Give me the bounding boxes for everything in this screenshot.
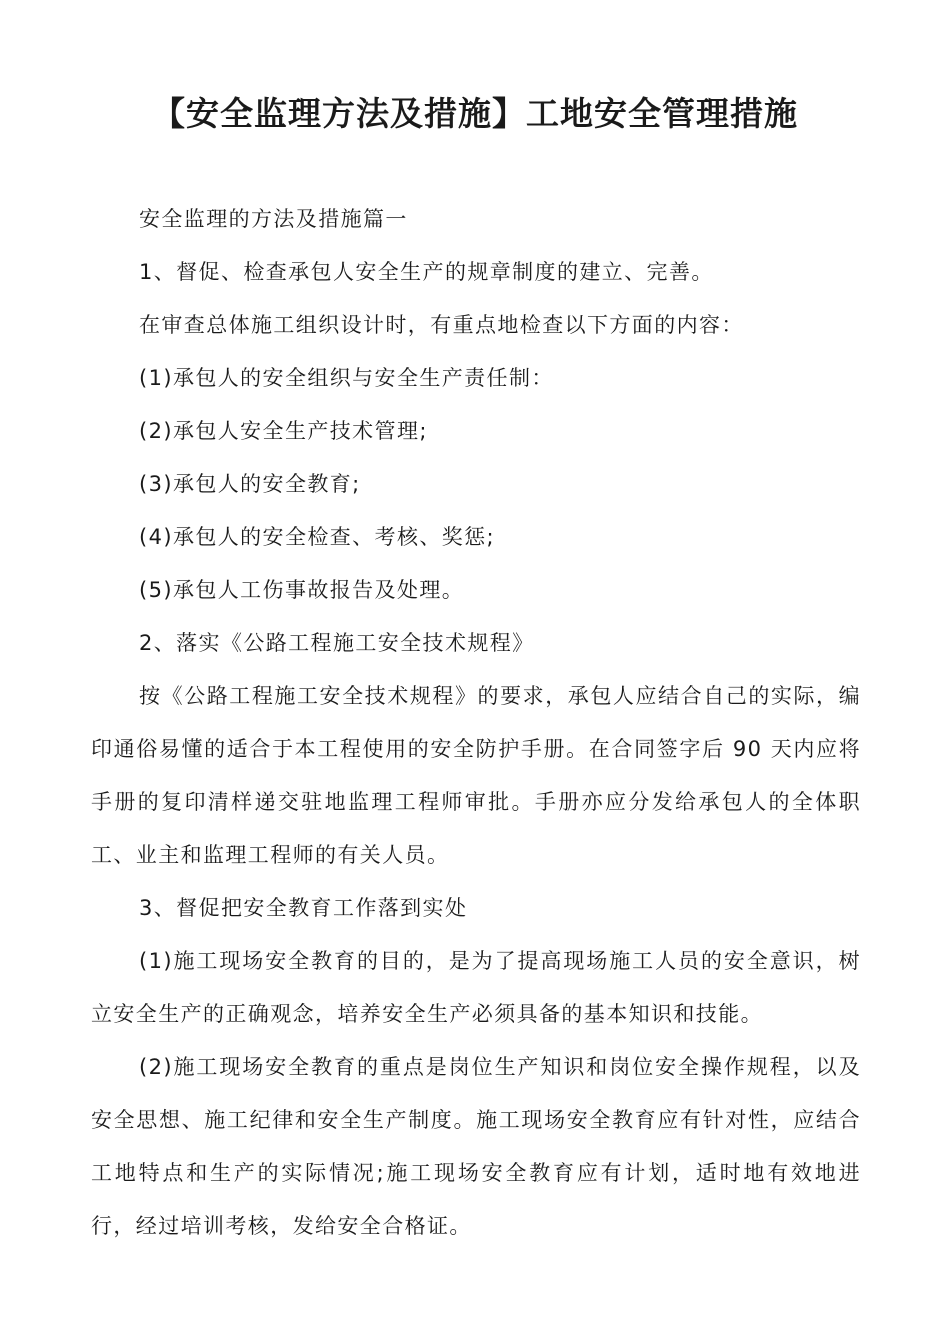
list-item: (5)承包人工伤事故报告及处理。 xyxy=(139,578,465,602)
document-body xyxy=(91,193,861,1253)
item-heading: 1、督促、检查承包人安全生产的规章制度的建立、完善。 xyxy=(139,260,714,284)
section-heading: 安全监理的方法及措施篇一 xyxy=(139,207,408,231)
document-title: 【安全监理方法及措施】工地安全管理措施 xyxy=(152,94,798,133)
paragraph: (2)施工现场安全教育的重点是岗位生产知识和岗位安全操作规程，以及安全思想、施工纪律和安全生产制度。施工现场安全教育应有针对性，应结合工地特点和生产的实际情况;施工现场安全教育应有计划，适时地有效地进行，经过培训考核，发给安全合格证。 xyxy=(91,1055,861,1238)
paragraph: (1)施工现场安全教育的目的，是为了提高现场施工人员的安全意识，树立安全生产的正确观念，培养安全生产必须具备的基本知识和技能。 xyxy=(91,949,861,1026)
item-heading: 2、落实《公路工程施工安全技术规程》 xyxy=(139,631,535,655)
list-item: (2)承包人安全生产技术管理; xyxy=(139,419,428,443)
paragraph: 按《公路工程施工安全技术规程》的要求，承包人应结合自己的实际，编印通俗易懂的适合于本工程使用的安全防护手册。在合同签字后 90 天内应将手册的复印清样递交驻地监理工程师审批。手册亦应分发给承包人的全体职工、业主和监理工程师的有关人员。 xyxy=(91,684,861,867)
list-item: (4)承包人的安全检查、考核、奖惩; xyxy=(139,525,496,549)
item-heading: 3、督促把安全教育工作落到实处 xyxy=(139,896,468,920)
list-item: (1)承包人的安全组织与安全生产责任制： xyxy=(139,366,554,390)
paragraph: 在审查总体施工组织设计时，有重点地检查以下方面的内容： xyxy=(139,313,744,337)
list-item: (3)承包人的安全教育; xyxy=(139,472,361,496)
